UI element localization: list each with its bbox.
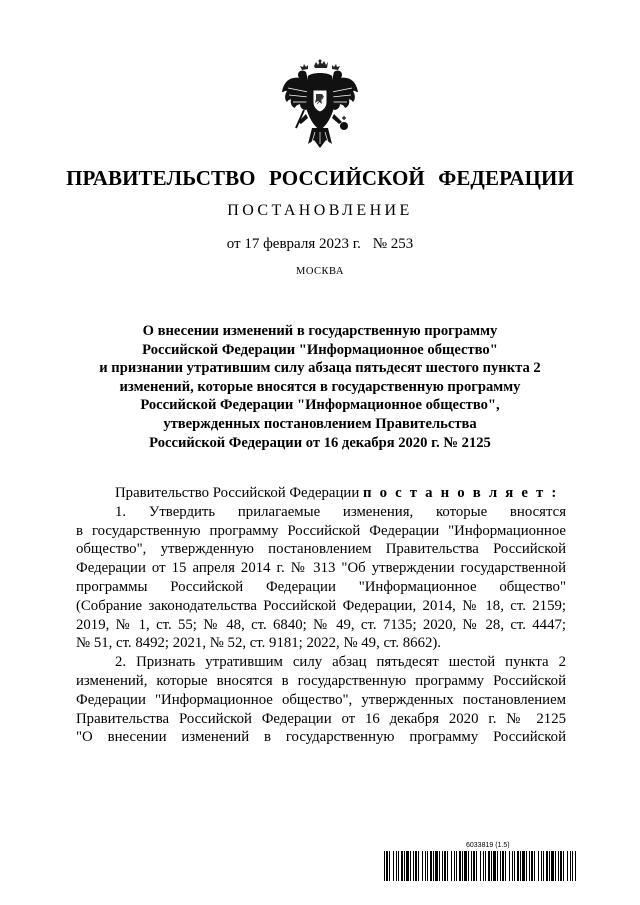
barcode-bar (430, 851, 432, 881)
barcode-bar (473, 851, 475, 881)
barcode-bar (505, 851, 506, 881)
title-line: и признании утратившим силу абзаца пятьдесят шестого пункта 2 (99, 360, 541, 377)
barcode-bar (464, 851, 467, 881)
preamble-text: Правительство Российской Федерации (115, 485, 360, 501)
barcode-bar (517, 851, 519, 881)
title-line: Российской Федерации "Информационное общество" (142, 341, 498, 358)
preamble-line (76, 484, 566, 503)
coat-of-arms-icon (278, 58, 362, 152)
barcode-bar (447, 851, 448, 881)
paragraph-2-line: Правительства Российской Федерации от 16 декабря 2020 г. № 2125 (76, 710, 566, 727)
paragraph-2-line: "О внесении изменений в государственную программу Российской (76, 729, 566, 746)
paragraph-2-line: 2. Признать утратившим силу абзац пятьдесят шестой пункта 2 (115, 654, 566, 671)
barcode-bar (468, 851, 469, 881)
title-line: Российской Федерации от 16 декабря 2020 г. № 2125 (149, 434, 491, 451)
barcode-bar (558, 851, 559, 881)
barcode-bar (520, 851, 521, 881)
barcode-bar (427, 851, 428, 881)
barcode-bar (422, 851, 423, 881)
barcode-bar (410, 851, 411, 881)
barcode-bar (572, 851, 573, 881)
paragraph-2-line: изменений, которые вносятся в государственную программу Российской (76, 672, 566, 689)
barcode-bar (526, 851, 527, 881)
barcode-bar (522, 851, 525, 881)
barcode-bar (514, 851, 515, 881)
barcode-bar (570, 851, 571, 881)
barcode-bar (396, 851, 397, 881)
barcode-bar (435, 851, 438, 881)
barcode-bar (384, 851, 385, 881)
barcode-bar (439, 851, 440, 881)
paragraph-1-line: (Собрание законодательства Российской Федерации, 2014, № 18, ст. 2159; (76, 597, 566, 614)
barcode-bar (534, 851, 535, 881)
barcode-bar (406, 851, 409, 881)
document-body (76, 484, 566, 747)
barcode-bar (567, 851, 568, 881)
barcode-bar (404, 851, 405, 881)
paragraph-1-line: в государственную программу Российской Федерации "Информационное (76, 522, 566, 539)
barcode-bar (418, 851, 419, 881)
barcode-bar (476, 851, 477, 881)
paragraph-1-line: программы Российской Федерации "Информационное общество" (76, 578, 566, 595)
barcode-bar (480, 851, 481, 881)
barcode-bar (497, 851, 498, 881)
barcode-bar (543, 851, 544, 881)
paragraph-1-line: 2019, № 1, ст. 55; № 48, ст. 6840; № 49, ст. 7135; 2020, № 28, ст. 4447; (76, 616, 566, 633)
title-line: Российской Федерации "Информационное общество", (140, 397, 500, 414)
barcode-bar (575, 851, 576, 881)
barcode-bar (529, 851, 530, 881)
barcode-bar (500, 851, 501, 881)
barcode-bar (541, 851, 542, 881)
barcode-bar (471, 851, 472, 881)
government-word-3: ФЕДЕРАЦИИ (438, 166, 574, 190)
barcode-bar (393, 851, 394, 881)
barcode-bar (551, 851, 554, 881)
barcode-bar (488, 851, 490, 881)
barcode-bar (413, 851, 414, 881)
barcode-bar (459, 851, 461, 881)
barcode-bar (493, 851, 496, 881)
barcode-bar (483, 851, 484, 881)
barcode-label: 6033819 (1.5) (466, 842, 510, 849)
title-line: изменений, которые вносятся в государственную программу (119, 378, 521, 395)
paragraph-1-line: общество", утвержденную постановлением Правительства Российской (76, 541, 566, 558)
barcode-bar (560, 851, 562, 881)
barcode-bar (555, 851, 556, 881)
barcode-bar (491, 851, 492, 881)
barcode-bar (386, 851, 388, 881)
barcode-bar (444, 851, 446, 881)
barcode-bar (531, 851, 533, 881)
paragraph-1-line: № 51, ст. 8492; 2021, № 52, ст. 9181; 2022, № 49, ст. 8662). (76, 635, 442, 652)
barcode-bar (462, 851, 463, 881)
decree-word: п о с т а н о в л я е т : (362, 485, 559, 501)
paragraph-1-line: Федерации от 15 апреля 2014 г. № 313 "Об утверждении государственной (76, 560, 566, 577)
barcode-bar (401, 851, 403, 881)
title-line: утвержденных постановлением Правительства (163, 415, 477, 432)
date-line (0, 236, 640, 253)
title-line: О внесении изменений в государственную программу (142, 323, 498, 339)
barcode-icon (384, 851, 576, 881)
document-type: ПОСТАНОВЛЕНИЕ (227, 202, 413, 219)
government-name (0, 166, 640, 191)
document-city: МОСКВА (296, 266, 344, 277)
barcode-bar (485, 851, 486, 881)
barcode-bar (563, 851, 564, 881)
barcode-bar (512, 851, 513, 881)
barcode-bar (549, 851, 550, 881)
document-date: от 17 февраля 2023 г. (226, 236, 361, 252)
government-word-1: ПРАВИТЕЛЬСТВО (66, 166, 256, 190)
barcode-bar (509, 851, 510, 881)
barcode-bar (454, 851, 455, 881)
barcode-bar (546, 851, 548, 881)
document-title (60, 322, 580, 452)
barcode-bar (425, 851, 426, 881)
barcode-bar (451, 851, 452, 881)
barcode-bar (389, 851, 390, 881)
barcode-bar (415, 851, 417, 881)
document-number: № 253 (372, 236, 414, 252)
paragraph-1-line: 1. Утвердить прилагаемые изменения, которые вносятся (115, 503, 566, 520)
barcode-bar (433, 851, 434, 881)
paragraph-2-line: Федерации "Информационное общество", утвержденных постановлением (76, 691, 566, 708)
barcode-bar (502, 851, 504, 881)
government-word-2: РОССИЙСКОЙ (268, 166, 425, 190)
barcode-bar (538, 851, 539, 881)
barcode-bar (442, 851, 443, 881)
barcode-bar (456, 851, 457, 881)
barcode-bar (398, 851, 399, 881)
